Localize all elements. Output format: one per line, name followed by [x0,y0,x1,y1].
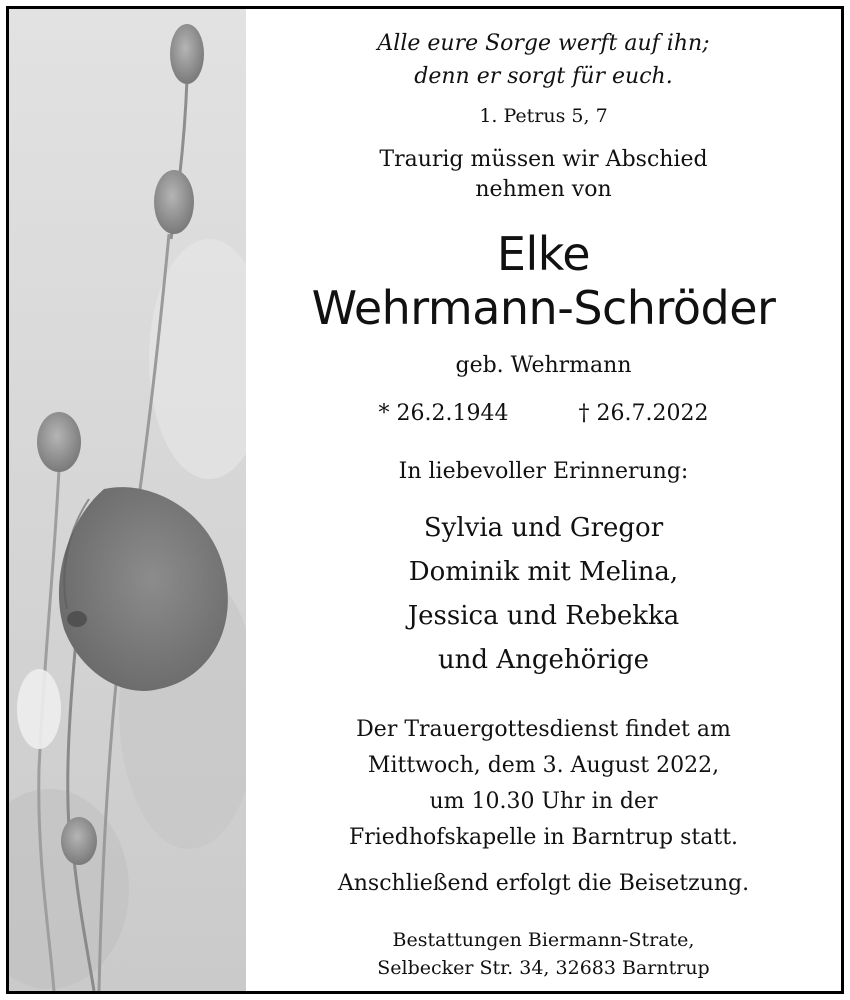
undertaker-name: Bestattungen Biermann-Strate, [392,929,695,951]
poppy-photo [9,9,246,991]
mourner-line: Dominik mit Melina, [408,557,679,587]
life-dates [246,401,841,426]
service-line: Friedhofskapelle in Barntrup statt. [348,825,739,850]
bible-quote-line-2: denn er sorgt für euch. [414,64,673,89]
burial-note: Anschließend erfolgt die Beisetzung. [337,871,750,896]
birth-date: * 26.2.1944 [378,401,509,426]
obituary-text [246,9,841,991]
mourner-line: und Angehörige [437,645,650,675]
mourner-line: Jessica und Rebekka [407,601,680,631]
service-line: Der Trauergottesdienst findet am [356,717,731,742]
remembrance-heading: In liebevoller Erinnerung: [398,459,689,484]
obituary-notice [6,6,844,994]
deceased-last-name: Wehrmann-Schröder [311,281,776,335]
intro-line-2: nehmen von [475,177,612,202]
undertaker-address: Selbecker Str. 34, 32683 Barntrup [377,957,710,979]
deceased-first-name: Elke [496,227,591,281]
intro-line-1: Traurig müssen wir Abschied [379,147,708,172]
service-line: Mittwoch, dem 3. August 2022, [367,753,720,778]
birth-name: geb. Wehrmann [455,353,632,378]
service-line: um 10.30 Uhr in der [429,789,658,814]
death-date: † 26.7.2022 [578,401,709,426]
bible-quote-line-1: Alle eure Sorge werft auf ihn; [377,31,710,56]
mourner-line: Sylvia und Gregor [423,513,664,543]
bible-reference: 1. Petrus 5, 7 [479,105,608,127]
